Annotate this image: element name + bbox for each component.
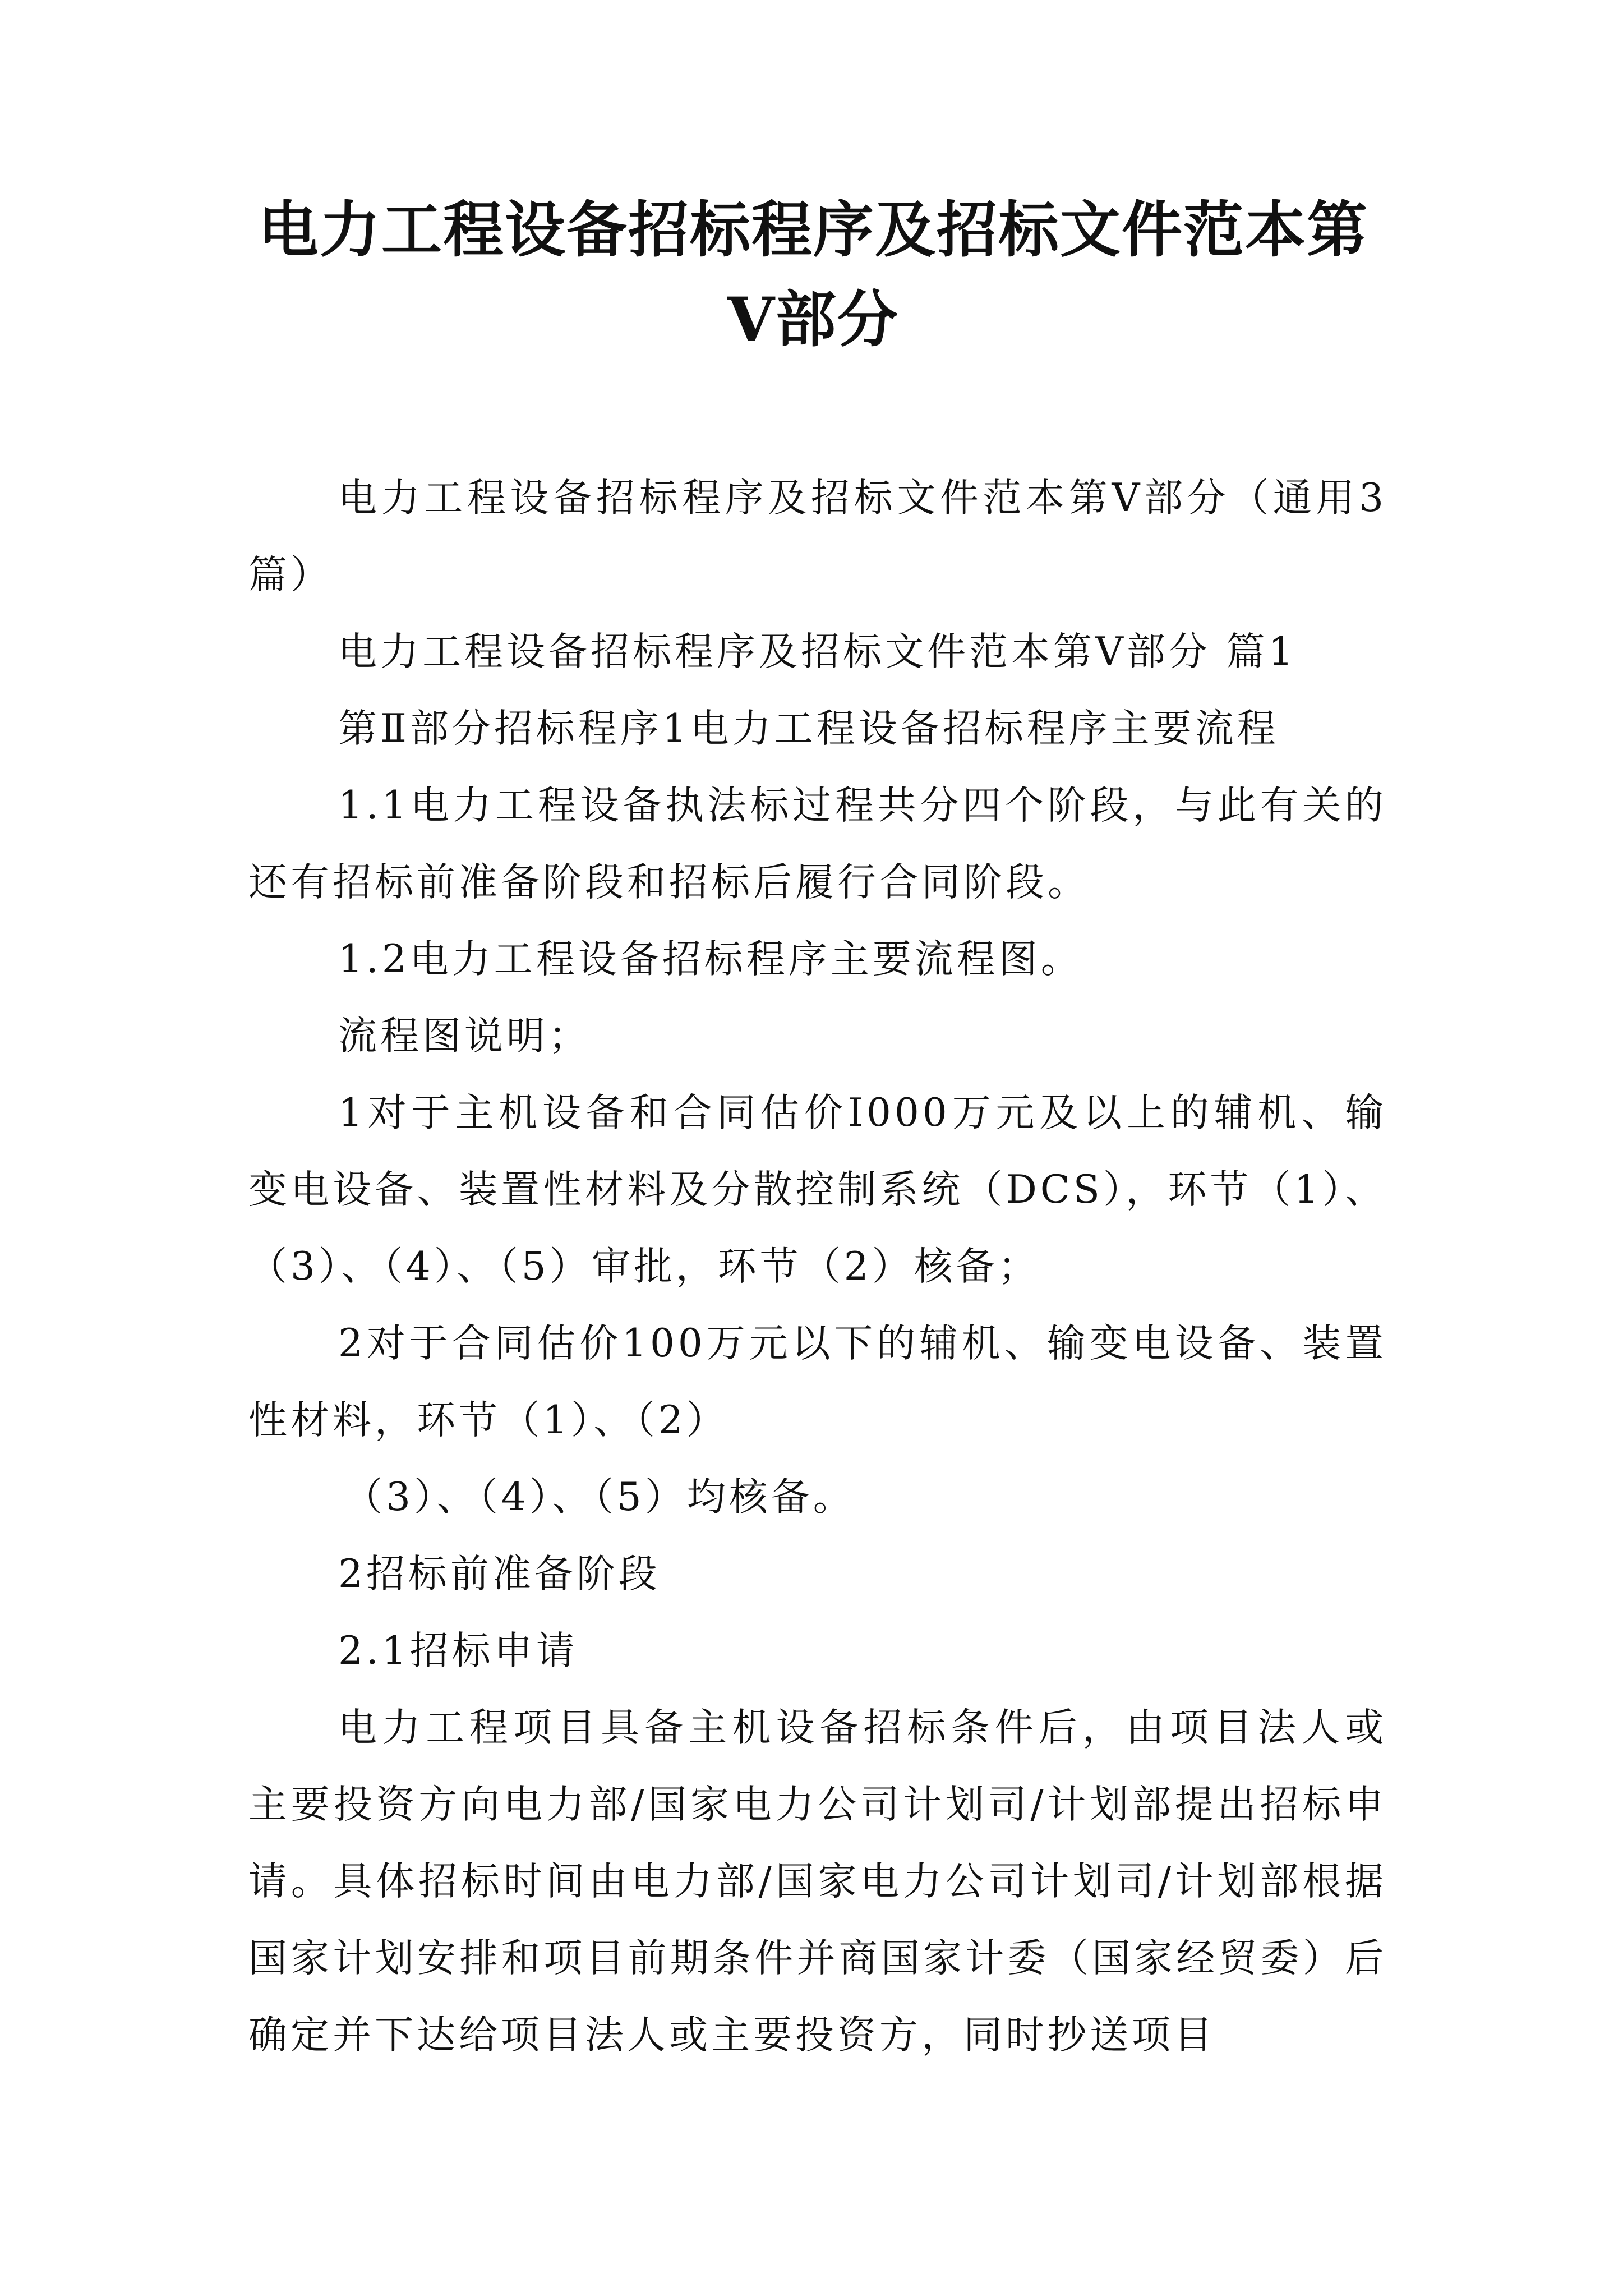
paragraph-body-2-1: 电力工程项目具备主机设备招标条件后，由项目法人或主要投资方向电力部/国家电力公司计划司/计划部提出招标申请。具体招标时间由电力部/国家电力公司计划司/计划部根据国家计划安排和项目前期条件并商国家计委（国家经贸委）后确定并下达给项目法人或主要投资方，同时抄送项目 — [248, 1705, 1387, 2058]
paragraph-subtitle: 电力工程设备招标程序及招标文件范本第Ⅴ部分（通用3篇） — [248, 476, 1387, 597]
paragraph-note-1: 1对于主机设备和合同估价I000万元及以上的辅机、输变电设备、装置性材料及分散控制系统（DCS），环节（1）、（3）、（4）、（5）审批，环节（2）核备； — [248, 1091, 1387, 1289]
paragraph-1-2: 1.2电力工程设备招标程序主要流程图。 — [338, 937, 1083, 982]
paragraph-section-2-1: 2.1招标申请 — [338, 1628, 578, 1673]
paragraph-note-2-cont: （3）、（4）、（5）均核备。 — [344, 1475, 855, 1520]
paragraph-flowchart-note: 流程图说明； — [338, 1014, 591, 1059]
paragraph-part-heading: 电力工程设备招标程序及招标文件范本第Ⅴ部分 篇1 — [338, 629, 1297, 674]
paragraph-1-1: 1.1电力工程设备执法标过程共分四个阶段，与此有关的还有招标前准备阶段和招标后履行合同阶段。 — [248, 783, 1387, 905]
title-line-1: 电力工程设备招标程序及招标文件范本第 — [257, 195, 1368, 265]
document-body — [248, 460, 1387, 2074]
paragraph-section-2: 2招标前准备阶段 — [338, 1552, 661, 1596]
paragraph-section-heading: 第Ⅱ部分招标程序1电力工程设备招标程序主要流程 — [338, 706, 1279, 751]
paragraph-note-2: 2对于合同估价100万元以下的辅机、输变电设备、装置性材料，环节（1）、（2） — [248, 1321, 1387, 1443]
document-title — [236, 185, 1391, 365]
title-line-2: Ⅴ部分 — [727, 284, 899, 355]
